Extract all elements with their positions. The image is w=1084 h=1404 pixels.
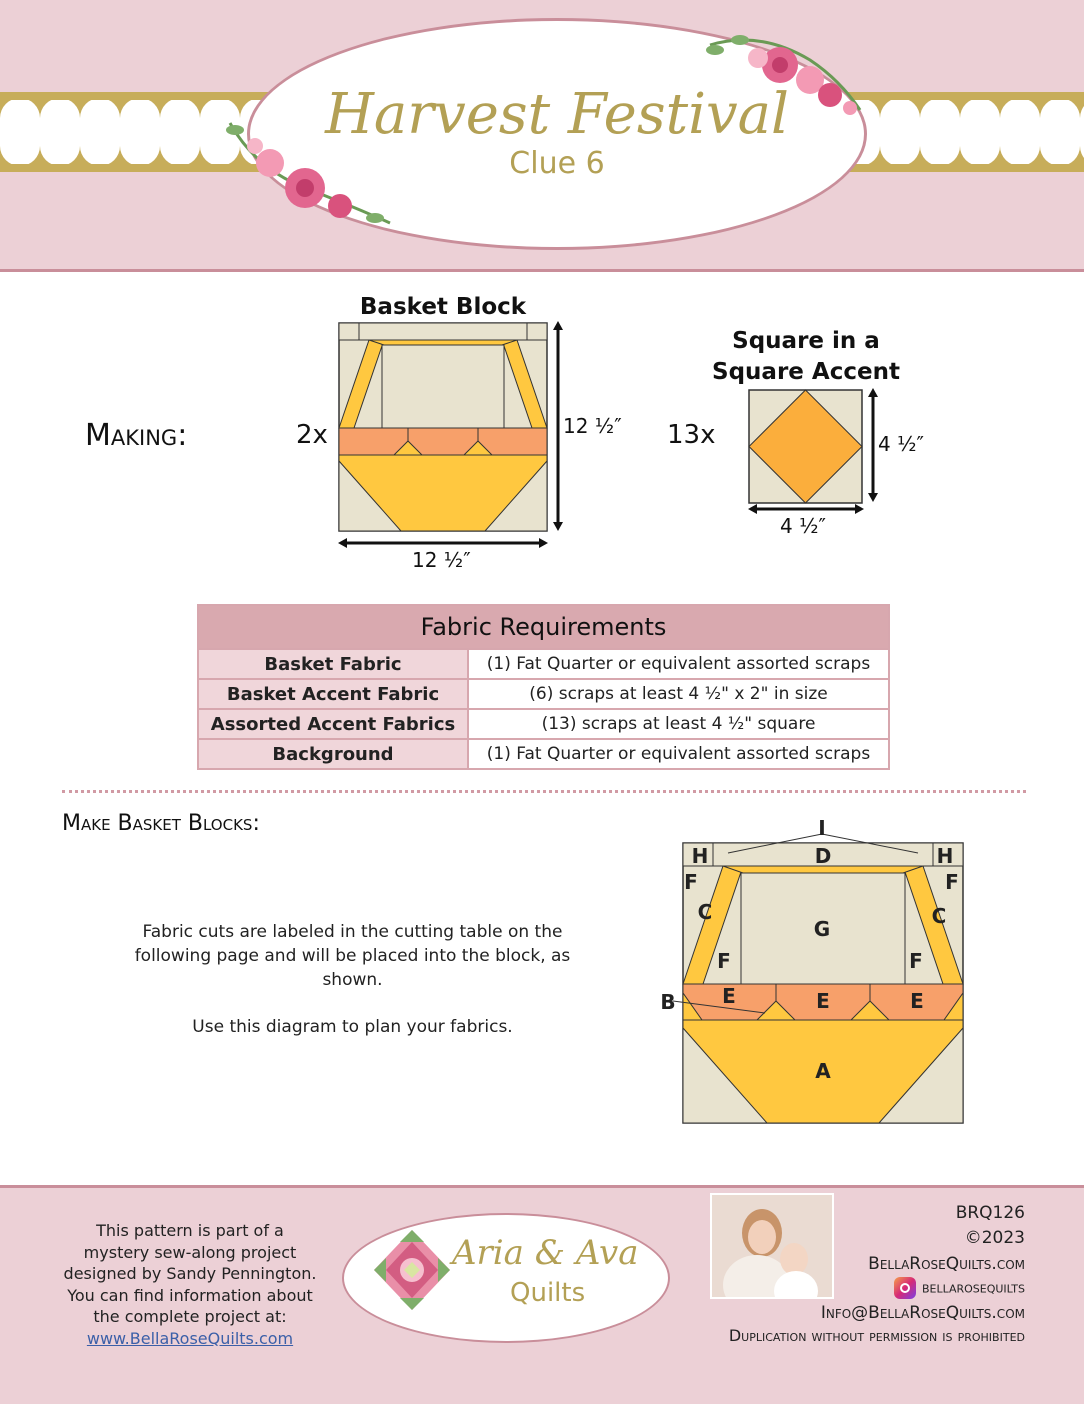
footer-info-line: designed by Sandy Pennington.	[63, 1264, 317, 1283]
accent-width-label: 4 ½″	[780, 514, 826, 538]
making-label: Making:	[85, 418, 188, 453]
page-subtitle: Clue 6	[509, 146, 605, 181]
label-e: E	[910, 989, 924, 1013]
page-header	[0, 0, 1084, 272]
family-photo	[710, 1193, 834, 1299]
label-a: A	[815, 1059, 831, 1083]
duplication-notice: Duplication without permission is prohibited	[728, 1326, 1025, 1345]
label-h: H	[936, 844, 954, 868]
copyright: ©2023	[964, 1228, 1025, 1248]
logo-sub: Quilts	[510, 1278, 586, 1308]
website-link[interactable]: www.BellaRoseQuilts.com	[86, 1328, 294, 1348]
label-i: I	[818, 816, 826, 840]
page-title: Harvest Festival	[325, 82, 789, 147]
label-f: F	[945, 870, 959, 894]
pattern-code: BRQ126	[955, 1203, 1025, 1223]
section-divider	[62, 790, 1026, 793]
fabric-amount: (13) scraps at least 4 ½" square	[468, 709, 889, 739]
instagram-icon	[894, 1277, 916, 1299]
accent-height-label: 4 ½″	[878, 432, 924, 456]
label-d: D	[814, 844, 832, 868]
email-address[interactable]: Info@BellaRoseQuilts.com	[820, 1303, 1025, 1323]
basket-height-label: 12 ½″	[563, 414, 622, 438]
fabric-amount: (6) scraps at least 4 ½" x 2" in size	[468, 679, 889, 709]
square-in-square-diagram	[746, 387, 886, 517]
table-row	[198, 679, 889, 709]
instagram-handle[interactable]	[894, 1277, 1025, 1299]
footer-website[interactable]: BellaRoseQuilts.com	[868, 1254, 1025, 1274]
labeled-basket-diagram	[655, 815, 975, 1127]
label-c: C	[931, 904, 947, 928]
accent-title-line2: Square Accent	[712, 359, 900, 385]
basket-width-label: 12 ½″	[412, 548, 471, 572]
footer-info-line: mystery sew-along project	[83, 1242, 297, 1262]
basket-qty: 2x	[296, 420, 328, 450]
table-title: Fabric Requirements	[198, 605, 889, 649]
label-e: E	[722, 984, 736, 1008]
basket-block-title: Basket Block	[359, 294, 527, 320]
accent-qty: 13x	[667, 420, 716, 450]
footer-info-line: This pattern is part of a	[96, 1221, 284, 1240]
label-e: E	[816, 989, 830, 1013]
quilt-flower-logo-icon	[372, 1228, 452, 1312]
instagram-text: bellarosequilts	[921, 1278, 1025, 1297]
label-b: B	[660, 990, 676, 1014]
table-row	[198, 739, 889, 769]
footer-info	[50, 1220, 330, 1349]
fabric-name: Background	[198, 739, 468, 769]
accent-title-line1: Square in a	[732, 328, 880, 354]
fabric-name: Basket Accent Fabric	[198, 679, 468, 709]
fabric-name: Basket Fabric	[198, 649, 468, 679]
table-row	[198, 709, 889, 739]
label-h: H	[691, 844, 709, 868]
fabric-requirements-table	[197, 604, 890, 770]
footer-info-line: the complete project at:	[93, 1307, 287, 1326]
footer-info-line: You can find information about	[67, 1285, 313, 1305]
instruction-paragraph: Fabric cuts are labeled in the cutting table on the following page and will be placed into the block, as shown.	[134, 922, 571, 990]
label-f: F	[684, 870, 698, 894]
label-c: C	[697, 900, 713, 924]
table-row	[198, 649, 889, 679]
fabric-name: Assorted Accent Fabrics	[198, 709, 468, 739]
basket-block-diagram	[336, 320, 570, 556]
section-heading: Make Basket Blocks:	[62, 811, 260, 836]
label-f: F	[909, 949, 923, 973]
instruction-paragraph: Use this diagram to plan your fabrics.	[192, 1017, 513, 1037]
fabric-amount: (1) Fat Quarter or equivalent assorted scraps	[468, 739, 889, 769]
logo-name: Aria & Ava	[452, 1233, 639, 1273]
label-f: F	[717, 949, 731, 973]
label-g: G	[813, 917, 831, 941]
fabric-amount: (1) Fat Quarter or equivalent assorted scraps	[468, 649, 889, 679]
